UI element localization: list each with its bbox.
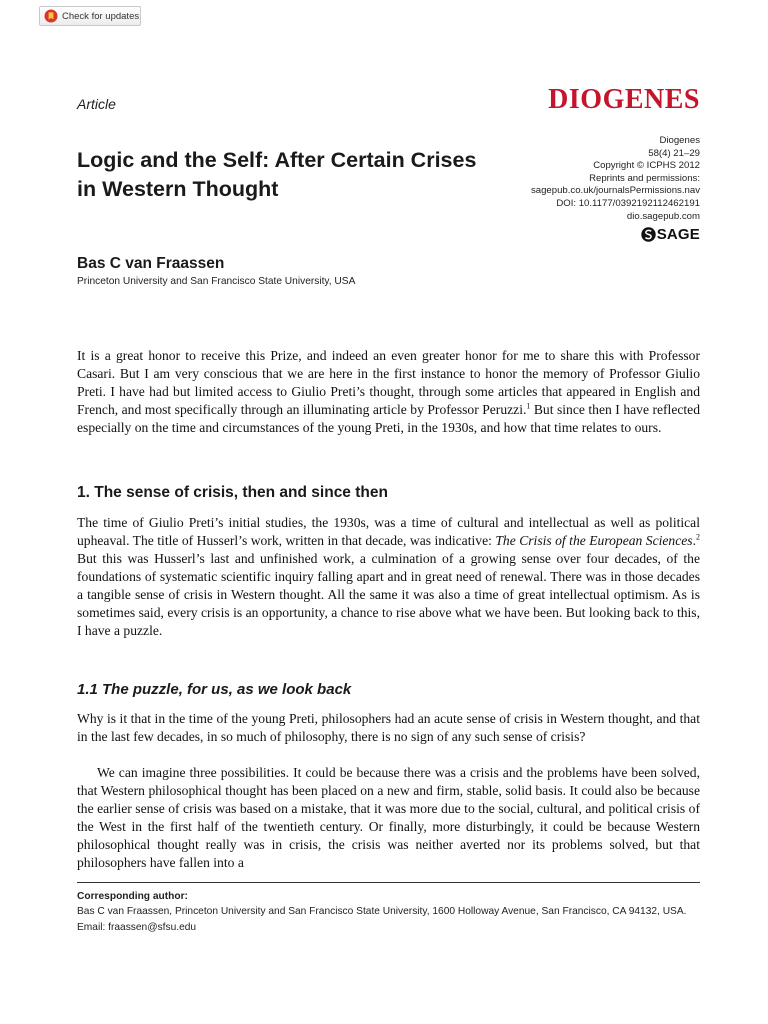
meta-volume: 58(4) 21–29 <box>648 147 700 159</box>
meta-doi: DOI: 10.1177/0392192112462191 <box>556 197 700 209</box>
meta-copyright: Copyright © ICPHS 2012 <box>593 160 700 172</box>
crisis-period: . <box>692 533 696 548</box>
footer-address: Bas C van Fraassen, Princeton University and San Francisco State University, 1600 Holloway Avenue, San Francisco, CA 94132, USA. <box>77 906 687 918</box>
journal-logo: DIOGENES <box>548 84 700 115</box>
bookmark-refresh-icon <box>44 9 58 23</box>
cited-work-title: The Crisis of the European Sciences <box>495 533 693 548</box>
subsection-heading: 1.1 The puzzle, for us, as we look back <box>77 681 352 698</box>
possibilities-paragraph: We can imagine three possibilities. It could be because there was a crisis and the problems have been solved, that Western philosophical thought has been placed on a new and firm, stable, solid basis. It could also be because the earlier sense of crisis was based on a mistake, that it was more due to the social, cultural, and political crisis of the West in the first half of the twentieth century. Or finally, more disturbingly, it could be because Western philosophical thought really was in crisis, the crisis was neither averted nor its problems solved, but that philosophers have fallen into a <box>77 765 700 870</box>
crisis-paragraph <box>77 514 700 640</box>
section-heading: 1. The sense of crisis, then and since then <box>77 484 388 501</box>
corresponding-author-footer <box>77 889 700 935</box>
author-affiliation: Princeton University and San Francisco State University, USA <box>77 276 356 287</box>
publication-meta <box>531 135 700 223</box>
footnote-ref-1[interactable]: 1 <box>526 401 531 411</box>
meta-reprints: Reprints and permissions: <box>589 172 700 184</box>
check-for-updates-button[interactable] <box>39 6 141 26</box>
puzzle-paragraph: Why is it that in the time of the young Preti, philosophers had an acute sense of crisis in Western thought, and that in the last few decades, in so much of philosophy, there is no sign of any such sense of crisis? <box>77 711 700 744</box>
footnote-ref-2[interactable]: 2 <box>696 532 700 542</box>
intro-paragraph <box>77 347 700 437</box>
author-email-link[interactable]: Email: fraassen@sfsu.edu <box>77 921 197 933</box>
crisis-text-end: But this was Husserl’s last and unfinished work, a culmination of a growing sense over four decades, of the foundations of systematic scientific inquiry falling apart and in great need of renewal. There was in those decades a tangible sense of crisis in Western thought. All the same it was also a time of great intellectual optimism. As is sometimes said, every crisis is an opportunity, a chance to rise above what we have been. But looking back to this, I have a puzzle. <box>77 551 700 638</box>
intro-text-end: But since then I have reflected especially on the time and circumstances of the young Preti, in the 1930s, and how that time relates to ours. <box>77 402 701 435</box>
crisis-text-start: The time of Giulio Preti’s initial studies, the 1930s, was a time of cultural and intellectual as well as political upheaval. The title of Husserl’s work, written in that decade, was indicative: <box>77 515 700 548</box>
journal-site-link[interactable]: dio.sagepub.com <box>626 210 700 222</box>
publisher-logo <box>641 226 700 243</box>
badge-label: Check for updates <box>62 10 140 22</box>
article-type-label: Article <box>77 96 116 112</box>
footer-heading: Corresponding author: <box>77 891 188 902</box>
sage-circle-icon <box>641 227 656 242</box>
footer-divider <box>77 882 700 883</box>
meta-journal: Diogenes <box>659 135 700 146</box>
permissions-link[interactable]: sagepub.co.uk/journalsPermissions.nav <box>530 185 700 197</box>
article-title: Logic and the Self: After Certain Crises in Western Thought <box>77 148 477 201</box>
publisher-name: SAGE <box>656 226 700 243</box>
author-name: Bas C van Fraassen <box>77 255 225 272</box>
intro-text-start: It is a great honor to receive this Prize, and indeed an even greater honor for me to share this with Professor Casari. But I am very conscious that we are here in the first instance to honor the memory of Professor Giulio Preti. I have had but limited access to Giulio Preti’s thought, through some articles that appeared in English and French, and most specifically through an illuminating article by Professor Peruzzi. <box>77 348 700 417</box>
